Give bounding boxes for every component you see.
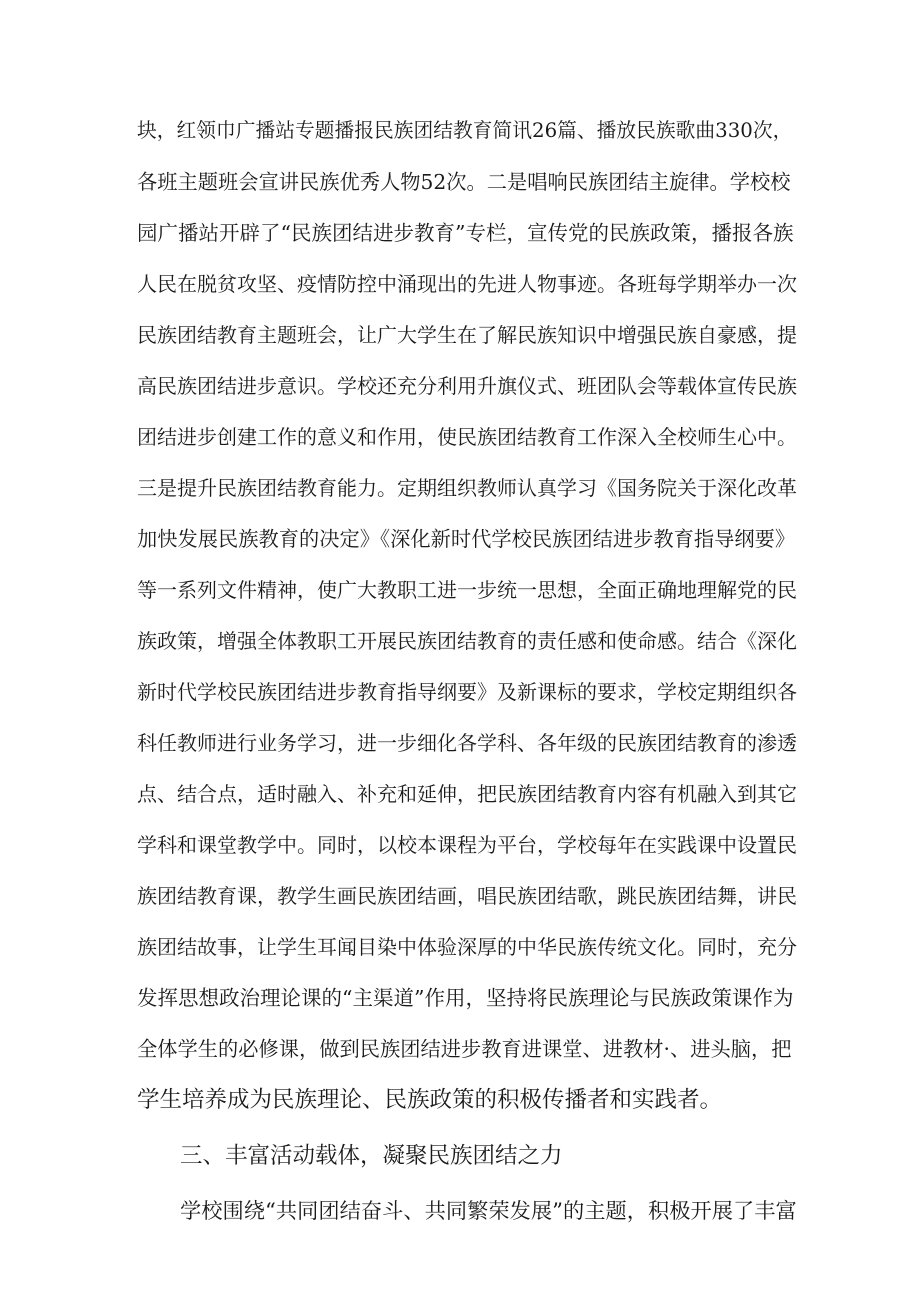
body-text-line: 发挥思想政治理论课的“主渠道”作用，坚持将民族理论与民族政策课作为 <box>137 986 794 1010</box>
body-text-line: 加快发展民族教育的决定》《深化新时代学校民族团结进步教育指导纲要》 <box>137 527 796 551</box>
body-text-line: 民族团结教育主题班会，让广大学生在了解民族知识中增强民族自豪感，提 <box>137 323 797 347</box>
body-text-line: 全体学生的必修课，做到民族团结进步教育进课堂、进教材·、进头脑，把 <box>137 1037 792 1061</box>
body-text-line: 三是提升民族团结教育能力。定期组织教师认真学习《国务院关于深化改革 <box>137 476 797 500</box>
body-text-line: 科任教师进行业务学习，进一步细化各学科、各年级的民族团结教育的渗透 <box>137 731 797 755</box>
body-text-line: 点、结合点，适时融入、补充和延伸，把民族团结教育内容有机融入到其它 <box>137 782 797 806</box>
section-heading: 三、丰富活动载体，凝聚民族团结之力 <box>180 1143 563 1169</box>
body-text-line: 族团结教育课，教学生画民族团结画，唱民族团结歌，跳民族团结舞，讲民 <box>137 884 797 908</box>
paragraph-first-line: 学校围绕“共同团结奋斗、共同繁荣发展”的主题，积极开展了丰富 <box>180 1199 797 1224</box>
body-text-line: 园广播站开辟了“民族团结进步教育”专栏，宣传党的民族政策，播报各族 <box>137 221 794 245</box>
body-text-line: 学科和课堂教学中。同时，以校本课程为平台，学校每年在实践课中设置民 <box>137 833 797 857</box>
body-text-line: 人民在脱贫攻坚、疫情防控中涌现出的先进人物事迹。各班每学期举办一次 <box>137 272 797 296</box>
body-text-line: 块，红领巾广播站专题播报民族团结教育简讯26篇、播放民族歌曲330次， <box>137 119 793 142</box>
body-text-line: 高民族团结进步意识。学校还充分利用升旗仪式、班团队会等载体宣传民族 <box>137 374 797 398</box>
body-text-line: 族政策，增强全体教职工开展民族团结教育的责任感和使命感。结合《深化 <box>137 629 797 653</box>
body-text-line: 各班主题班会宣讲民族优秀人物52次。二是唱响民族团结主旋律。学校校 <box>137 170 791 194</box>
body-text-line: 族团结故事，让学生耳闻目染中体验深厚的中华民族传统文化。同时，充分 <box>137 935 797 959</box>
body-text-line: 新时代学校民族团结进步教育指导纲要》及新课标的要求，学校定期组织各 <box>137 680 797 704</box>
body-text-line: 等一系列文件精神，使广大教职工进一步统一思想，全面正确地理解党的民 <box>137 578 797 602</box>
body-text-line: 学生培养成为民族理论、民族政策的积极传播者和实践者。 <box>137 1087 723 1113</box>
body-text-line: 团结进步创建工作的意义和作用，使民族团结教育工作深入全校师生心中。 <box>137 425 797 449</box>
